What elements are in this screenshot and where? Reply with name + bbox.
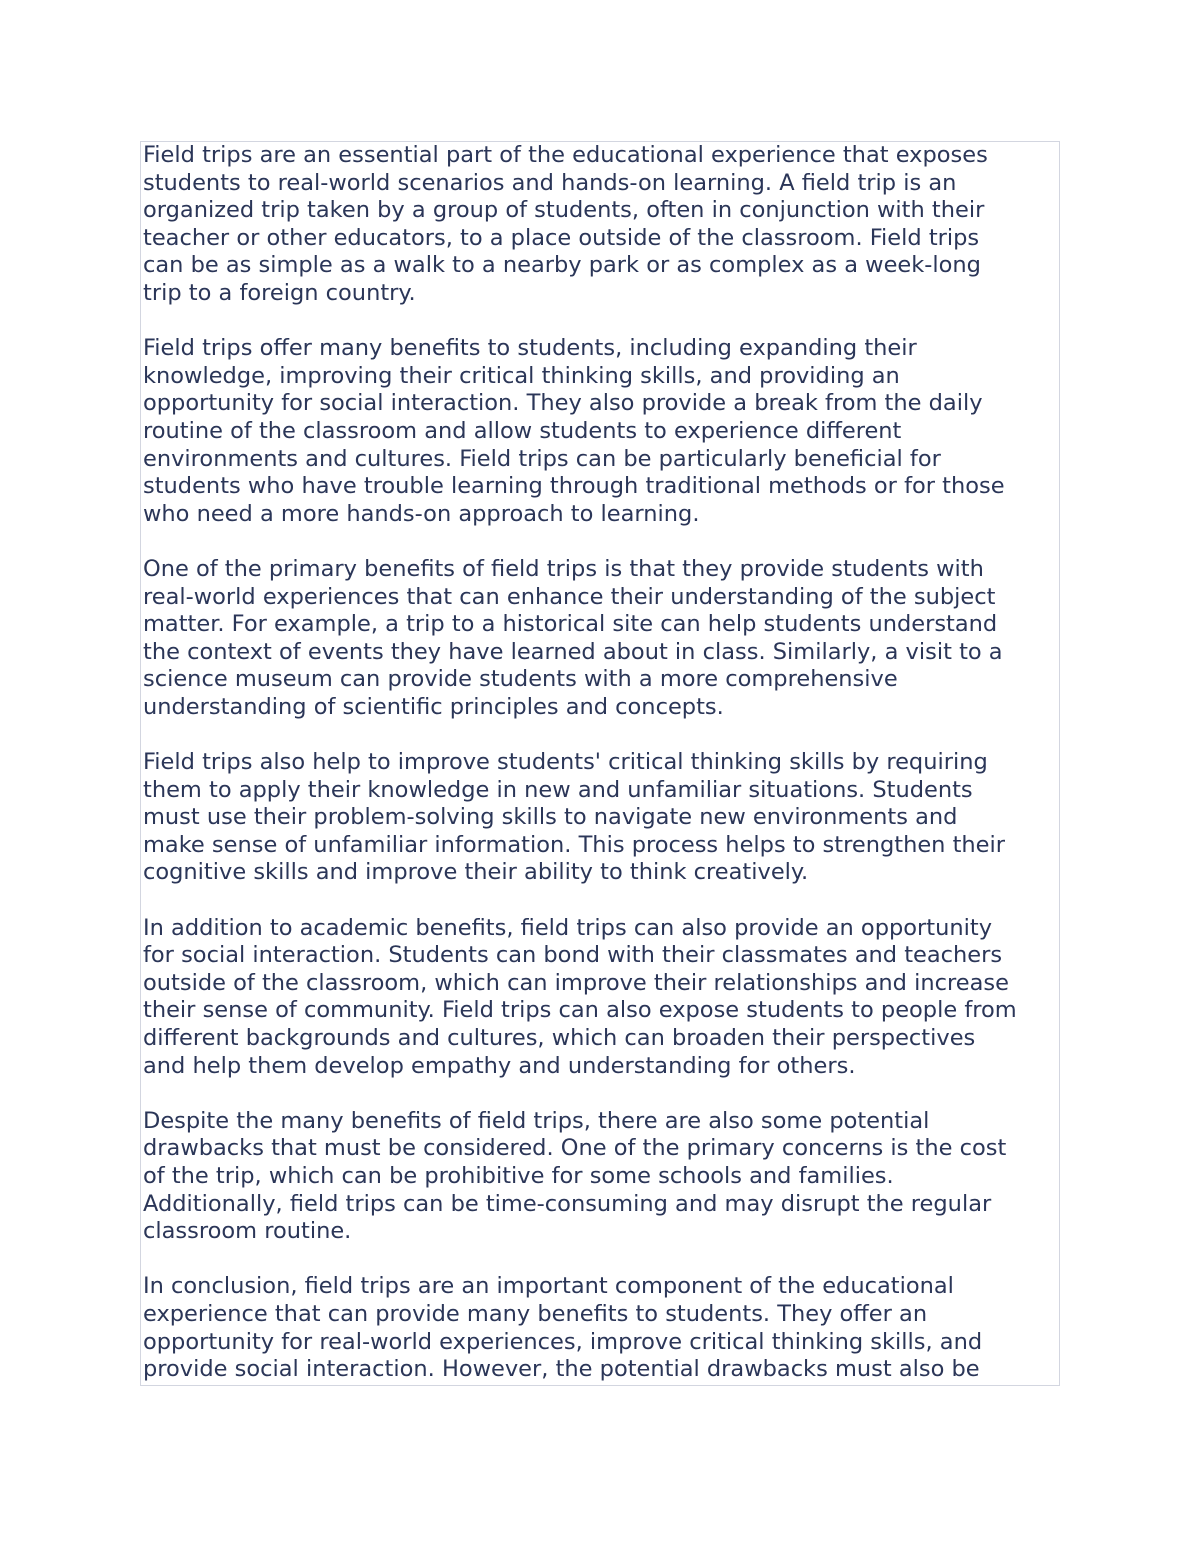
paragraph-line: Field trips are an essential part of the educational experience that exposes xyxy=(143,142,988,168)
paragraph-line: knowledge, improving their critical thinking skills, and providing an xyxy=(143,362,900,389)
paragraph-line: must use their problem-solving skills to navigate new environments and xyxy=(143,804,958,831)
paragraph-line: students to real-world scenarios and hands-on learning. A field trip is an xyxy=(143,169,957,196)
paragraph-line: students who have trouble learning through traditional methods or for those xyxy=(143,473,1005,500)
essay-paragraph xyxy=(143,335,1059,528)
paragraph-line: understanding of scientific principles and concepts. xyxy=(143,693,724,720)
paragraph-line: science museum can provide students with a more comprehensive xyxy=(143,666,898,693)
paragraph-line: opportunity for real-world experiences, improve critical thinking skills, and xyxy=(143,1328,983,1355)
paragraph-line: Field trips also help to improve students' critical thinking skills by requiring xyxy=(143,749,988,776)
paragraph-line: classroom routine. xyxy=(143,1218,352,1245)
paragraph-line: and help them develop empathy and understanding for others. xyxy=(143,1052,856,1079)
paragraph-line: In addition to academic benefits, field trips can also provide an opportunity xyxy=(143,914,993,941)
paragraph-line: of the trip, which can be prohibitive for some schools and families. xyxy=(143,1162,894,1189)
essay-paragraph xyxy=(143,556,1059,722)
paragraph-line: real-world experiences that can enhance their understanding of the subject xyxy=(143,583,996,610)
paragraph-line: Field trips offer many benefits to students, including expanding their xyxy=(143,335,917,362)
paragraph-line: their sense of community. Field trips can also expose students to people from xyxy=(143,997,1017,1024)
paragraph-line: opportunity for social interaction. They also provide a break from the daily xyxy=(143,390,983,417)
paragraph-line: outside of the classroom, which can improve their relationships and increase xyxy=(143,969,1009,996)
essay-paragraph xyxy=(143,915,1059,1081)
paragraph-line: different backgrounds and cultures, which can broaden their perspectives xyxy=(143,1025,976,1051)
paragraph-line: them to apply their knowledge in new and unfamiliar situations. Students xyxy=(143,776,973,803)
paragraph-line: for social interaction. Students can bond with their classmates and teachers xyxy=(143,942,1003,969)
paragraph-line: environments and cultures. Field trips can be particularly beneficial for xyxy=(143,445,941,472)
paragraph-line: can be as simple as a walk to a nearby park or as complex as a week-long xyxy=(143,252,981,279)
paragraph-line: One of the primary benefits of field trips is that they provide students with xyxy=(143,555,984,582)
paragraph-line: who need a more hands-on approach to learning. xyxy=(143,500,700,527)
essay-paragraph xyxy=(143,142,1059,308)
essay-paragraph xyxy=(143,1108,1059,1246)
paragraph-line: trip to a foreign country. xyxy=(143,279,416,306)
paragraph-line: provide social interaction. However, the potential drawbacks must also be xyxy=(143,1356,980,1383)
paragraph-line: make sense of unfamiliar information. This process helps to strengthen their xyxy=(143,831,1006,858)
paragraph-line: routine of the classroom and allow students to experience different xyxy=(143,417,902,444)
paragraph-line: teacher or other educators, to a place outside of the classroom. Field trips xyxy=(143,224,980,251)
essay-text-box xyxy=(140,141,1060,1386)
paragraph-line: In conclusion, field trips are an important component of the educational xyxy=(143,1273,954,1300)
paragraph-line: cognitive skills and improve their ability to think creatively. xyxy=(143,859,809,886)
paragraph-line: matter. For example, a trip to a historical site can help students understand xyxy=(143,611,998,638)
paragraph-line: experience that can provide many benefits to students. They offer an xyxy=(143,1300,928,1327)
essay-paragraph xyxy=(143,749,1059,887)
paragraph-line: the context of events they have learned about in class. Similarly, a visit to a xyxy=(143,638,1003,665)
paragraph-line: drawbacks that must be considered. One of the primary concerns is the cost xyxy=(143,1135,1007,1162)
essay-paragraph xyxy=(143,1273,1059,1383)
paragraph-line: Additionally, field trips can be time-consuming and may disrupt the regular xyxy=(143,1190,992,1217)
paragraph-line: Despite the many benefits of field trips, there are also some potential xyxy=(143,1107,930,1134)
paragraph-line: organized trip taken by a group of students, often in conjunction with their xyxy=(143,197,985,224)
